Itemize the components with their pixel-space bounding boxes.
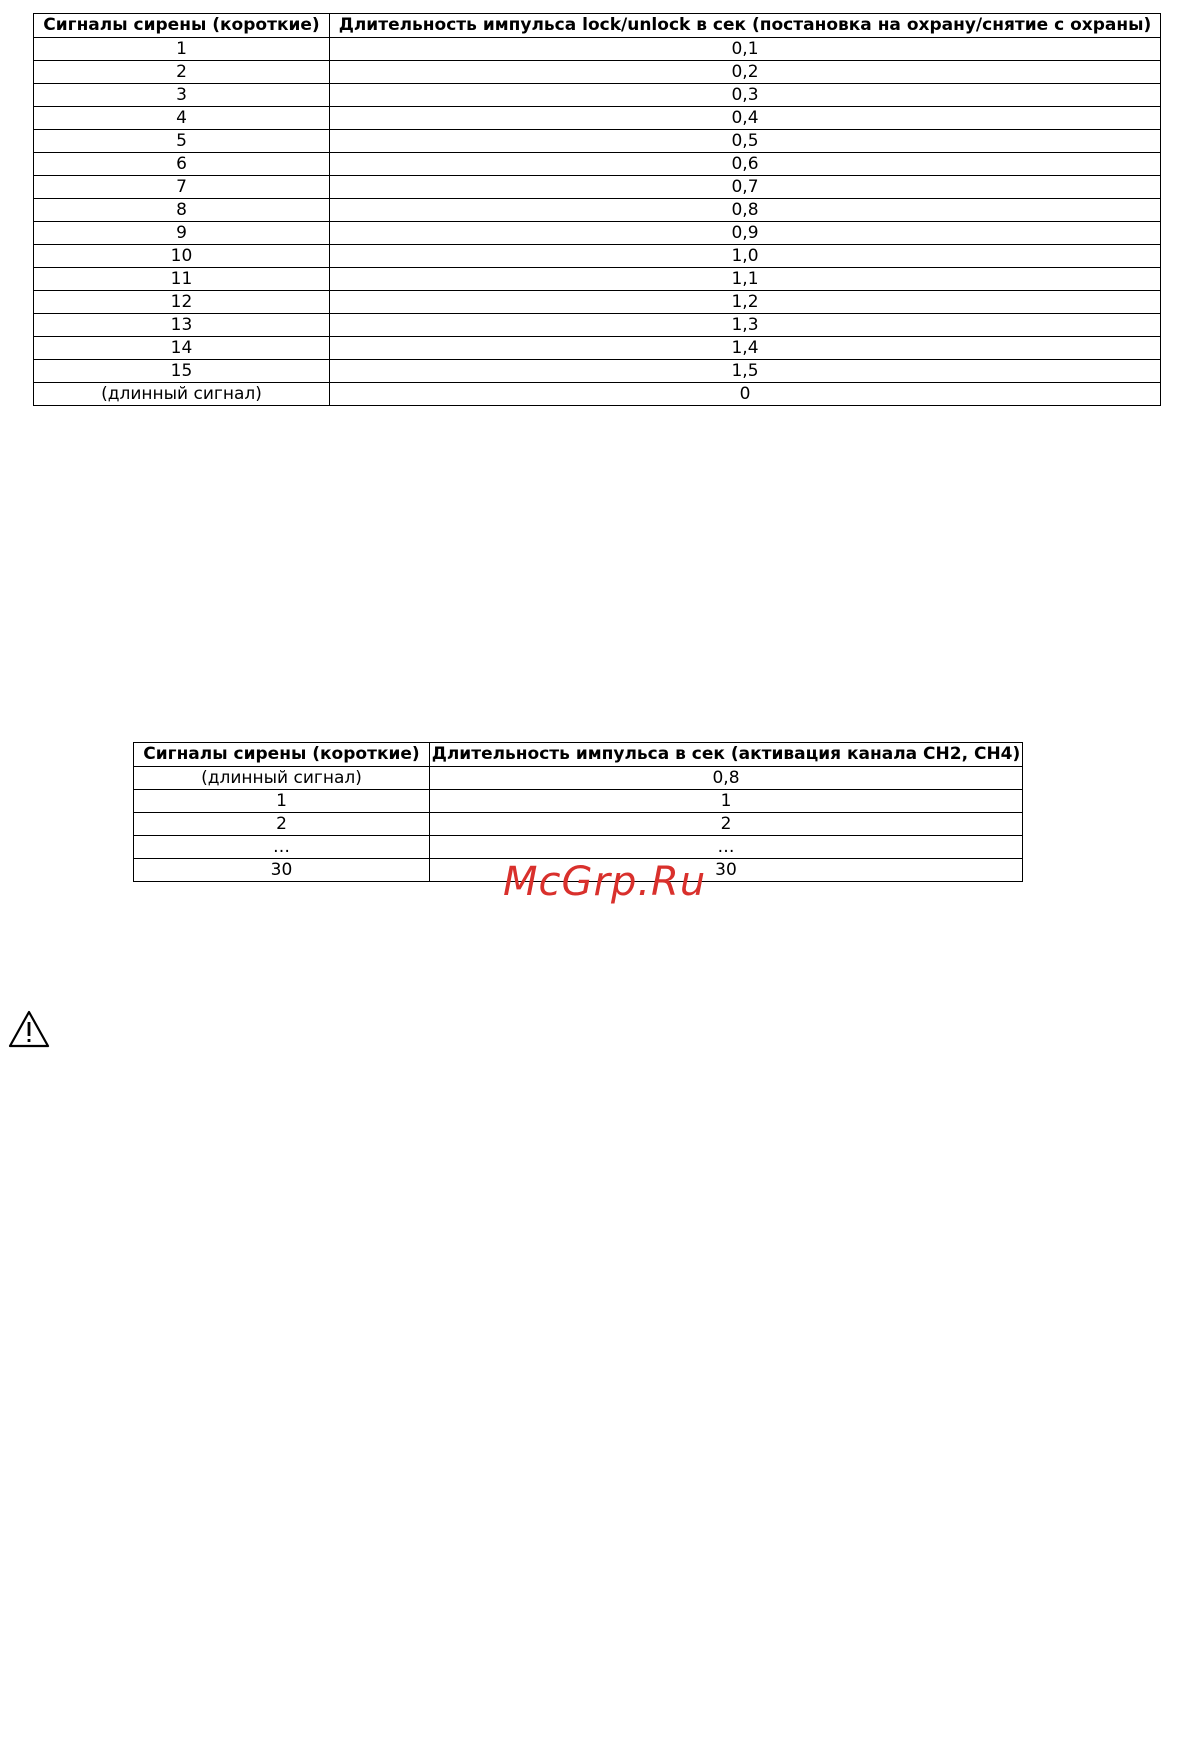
table-row bbox=[34, 337, 1161, 360]
cell-duration: 0,8 bbox=[430, 767, 1023, 790]
cell-duration: 1,3 bbox=[330, 314, 1161, 337]
table-row bbox=[34, 176, 1161, 199]
cell-duration: 0,1 bbox=[330, 38, 1161, 61]
table-row bbox=[134, 790, 1023, 813]
table-header-row bbox=[34, 14, 1161, 38]
cell-signals: 9 bbox=[34, 222, 330, 245]
cell-duration: 2 bbox=[430, 813, 1023, 836]
cell-signals: 2 bbox=[34, 61, 330, 84]
cell-signals: 13 bbox=[34, 314, 330, 337]
column-header-signals: Сигналы сирены (короткие) bbox=[34, 14, 330, 38]
warning-triangle-icon bbox=[8, 1010, 50, 1048]
table-row bbox=[34, 130, 1161, 153]
table-row bbox=[34, 360, 1161, 383]
cell-duration: 1,5 bbox=[330, 360, 1161, 383]
cell-signals: 14 bbox=[34, 337, 330, 360]
cell-signals: 2 bbox=[134, 813, 430, 836]
cell-duration: 0,6 bbox=[330, 153, 1161, 176]
table-row bbox=[34, 314, 1161, 337]
table-row bbox=[134, 767, 1023, 790]
table-row bbox=[34, 383, 1161, 406]
cell-signals: 10 bbox=[34, 245, 330, 268]
cell-signals: (длинный сигнал) bbox=[134, 767, 430, 790]
table-row bbox=[34, 222, 1161, 245]
cell-signals: 6 bbox=[34, 153, 330, 176]
cell-signals: 4 bbox=[34, 107, 330, 130]
cell-duration: 1,1 bbox=[330, 268, 1161, 291]
cell-duration: 1 bbox=[430, 790, 1023, 813]
table-row bbox=[134, 813, 1023, 836]
column-header-duration: Длительность импульса lock/unlock в сек (постановка на охрану/снятие с охраны) bbox=[330, 14, 1161, 38]
cell-signals: 8 bbox=[34, 199, 330, 222]
table-row bbox=[34, 107, 1161, 130]
cell-duration: 1,0 bbox=[330, 245, 1161, 268]
cell-duration: 0,9 bbox=[330, 222, 1161, 245]
cell-duration: 30 bbox=[430, 859, 1023, 882]
table-row bbox=[34, 38, 1161, 61]
cell-duration: 0,4 bbox=[330, 107, 1161, 130]
cell-signals: 1 bbox=[134, 790, 430, 813]
cell-duration: 0 bbox=[330, 383, 1161, 406]
table-row bbox=[34, 84, 1161, 107]
cell-signals: 3 bbox=[34, 84, 330, 107]
table-row bbox=[34, 61, 1161, 84]
cell-duration: 1,4 bbox=[330, 337, 1161, 360]
table-row bbox=[34, 199, 1161, 222]
cell-signals: 30 bbox=[134, 859, 430, 882]
cell-duration: … bbox=[430, 836, 1023, 859]
cell-signals: (длинный сигнал) bbox=[34, 383, 330, 406]
cell-signals: 7 bbox=[34, 176, 330, 199]
cell-duration: 0,5 bbox=[330, 130, 1161, 153]
table-body bbox=[34, 38, 1161, 406]
table-row bbox=[34, 291, 1161, 314]
cell-signals: 11 bbox=[34, 268, 330, 291]
cell-duration: 0,3 bbox=[330, 84, 1161, 107]
cell-duration: 1,2 bbox=[330, 291, 1161, 314]
cell-signals: 12 bbox=[34, 291, 330, 314]
column-header-duration: Длительность импульса в сек (активация канала CH2, CH4) bbox=[430, 743, 1023, 767]
table-row bbox=[34, 153, 1161, 176]
cell-signals: 5 bbox=[34, 130, 330, 153]
table-row bbox=[34, 245, 1161, 268]
cell-duration: 0,8 bbox=[330, 199, 1161, 222]
cell-signals: 15 bbox=[34, 360, 330, 383]
cell-signals: … bbox=[134, 836, 430, 859]
cell-duration: 0,2 bbox=[330, 61, 1161, 84]
table-row bbox=[134, 836, 1023, 859]
watermark: McGrp.Ru bbox=[503, 859, 707, 905]
table-header-row bbox=[134, 743, 1023, 767]
cell-signals: 1 bbox=[34, 38, 330, 61]
column-header-signals: Сигналы сирены (короткие) bbox=[134, 743, 430, 767]
table-row bbox=[34, 268, 1161, 291]
cell-duration: 0,7 bbox=[330, 176, 1161, 199]
lock-unlock-pulse-table bbox=[33, 13, 1161, 406]
